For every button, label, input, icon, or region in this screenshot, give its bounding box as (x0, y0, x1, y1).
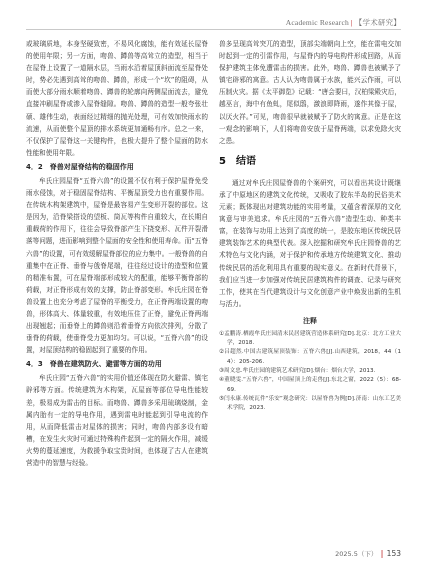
header-rule (26, 29, 401, 30)
section-heading-4-3: 4．3 脊兽在建筑防火、避雷等方面的功用 (26, 360, 162, 369)
page-number: 153 (386, 549, 401, 558)
page-footer (335, 549, 401, 558)
paragraph: 通过对牟氏庄园屋脊兽的个案研究，可以看出其设计既继承了中原地区的建筑文化传统，又吸收了胶东半岛的民俗美术元素；既体现出对建筑功能的实用考量，又蕴含着深厚的文化寓意与审美追求。牟氏庄园的“五脊六兽”造型生动、种类丰富，在装饰与功用上达到了高度的统一，是胶东地区传统民居建筑装饰艺术的典型代表。深入挖掘和研究牟氏庄园脊兽的艺术特色与文化内涵，对于保护和传承地方传统建筑文化、推动传统民居的活化利用具有重要的现实意义。在新时代背景下，我们应当进一步加强对传统民居建筑构件的调查、记录与研究工作，使其在当代建筑设计与文化创意产业中焕发出新的生机与活力。 (219, 178, 401, 308)
notes-title: 注释 (303, 316, 317, 325)
paragraph: 牟氏庄园屋脊“五脊六兽”的设置不仅有利于保护屋脊免受雨水侵蚀，对于稳固屋脊结构、平衡屋顶受力也有重要作用。在传统木构架建筑中，屋脊是最容易产生变形开裂的部位。这是因为，沿脊梁搭设的望板、筒瓦等构件自重较大，在长期自重载荷的作用下，往往会导致脊部产生下挠变形、瓦件开裂滑落等问题，进而影响到整个屋面的安全性和使用寿命。而“五脊六兽”的设置，可有效缓解屋脊部位的应力集中。一般脊兽的自重集中在正脊、垂脊与戗脊尾端，往往经过设计的造型和位置的精准布置，可在屋脊端部形成较大的配重，能够平衡脊部的荷载，对正脊形成有效的支撑，防止脊部变形。牟氏庄园在脊兽设置上也充分考虑了屋脊的平衡受力，在正脊两端设置的吻兽，形体高大、体量较重，有效地压住了正脊，避免正脊两端出现翘起；而垂脊上的蹲兽则沿着垂脊方向依次排列，分散了垂脊的荷载，使垂脊受力更加均匀。可以说，“五脊六兽”的设置，对屋顶结构的稳固起到了重要的作用。 (26, 176, 208, 355)
section-label: 【学术研究】 (354, 18, 401, 27)
left-column (26, 38, 208, 546)
section-heading-5: 5 结语 (219, 155, 256, 167)
running-header (286, 17, 401, 28)
section-heading-4-2: 4．2 脊兽对屋脊结构的稳固作用 (26, 162, 134, 171)
paragraph: 兽多呈现高耸突兀的造型，顶部尖端朝向上空，能在雷电交加时起到一定的引雷作用，与屋脊内的导电构件形成回路，从而保护建筑主体免遭雷击的损害。此外，吻兽、蹲兽也被赋予了镇宅辟邪的寓意。古人认为吻兽属于水族，能兴云作雨，可以压制火灾。据《太平御览》记载：“唐会要曰，汉柏梁殿灾后，越巫言，海中有鱼虬，尾似鸱，激浪即降雨，遂作其像于屋，以厌火祥。”可见，吻兽很早就被赋予了防火的寓意。正是在这一观念的影响下，人们将吻兽安放于屋脊两端，以求免除火灾之患。 (219, 40, 401, 145)
right-column (219, 38, 401, 546)
note-item: ⑤闫永康.传统瓦件“乐安”观念研究：以屋脊兽为例[D].济南：山东工艺美术学院，2023. (219, 395, 401, 412)
paragraph: 牟氏庄园“五脊六兽”的实用价值还体现在防火避雷、镇宅辟邪等方面。传统建筑为木构架，瓦屋面等部位导电性能较差，极易成为雷击的目标。而吻兽、蹲兽多采用琉璃烧制，金属内胎有一定的导电作用，遇到雷电时能起到引导电流的作用，从而降低雷击对屋体的损害；同时，吻兽内部多设有暗槽，在发生火灾时可通过特殊构件起到一定的隔火作用，减缓火势的蔓延速度，为救援争取宝贵时间，也体现了古人在建筑营造中的智慧与经验。 (26, 374, 208, 467)
note-item: ③周文忠.牟氏庄园的建筑艺术研究[D].烟台：烟台大学，2013. (219, 368, 376, 375)
journal-name: Academic Research (285, 18, 349, 27)
header-separator: | (351, 18, 353, 27)
note-item: ②吕超然.中国古建筑屋顶装饰：五脊六兽[J].山西建筑，2018，44（14）：205-206. (219, 349, 401, 365)
note-item: ④董晓雯.“五脊六兽”，中国屋顶上的走兽[J].东北之窗，2022（5）：68-69. (219, 377, 401, 393)
paragraph: 或玻璃质地，本身坚硬致密，不易风化腐蚀，能有效延长屋脊的使用年限；另一方面，吻兽、蹲兽等高耸立的造型，相当于在屋脊上设置了一道隔水层，当雨水沿着屋顶斜面流至屋脊处时，势必先遇到高耸的吻兽、蹲兽，形成一个“坎”的阻碍，从而使大部分雨水顺着吻兽、蹲兽的轮廓向两侧屋面流去，避免直接冲刷屋脊或渗入屋脊缝隙。吻兽、蹲兽的造型一般夸张壮硕、雄伟生动，表面经过精细的抛光处理，可有效加快雨水的流速，从而使整个屋顶的排水系统更加通畅有序。总之一来，不仅保护了屋脊这一关键构件，也极大提升了整个屋面的防水性能和使用年限。 (26, 40, 208, 157)
footer-separator: | (380, 549, 384, 558)
issue-label: 2025.5（下） (335, 550, 378, 558)
note-item: ①孟鹏涛.栖霞牟氏庄园清末民居建筑营造体系研究[D].北京：北方工业大学，2018. (219, 330, 401, 347)
notes-list (219, 330, 401, 414)
